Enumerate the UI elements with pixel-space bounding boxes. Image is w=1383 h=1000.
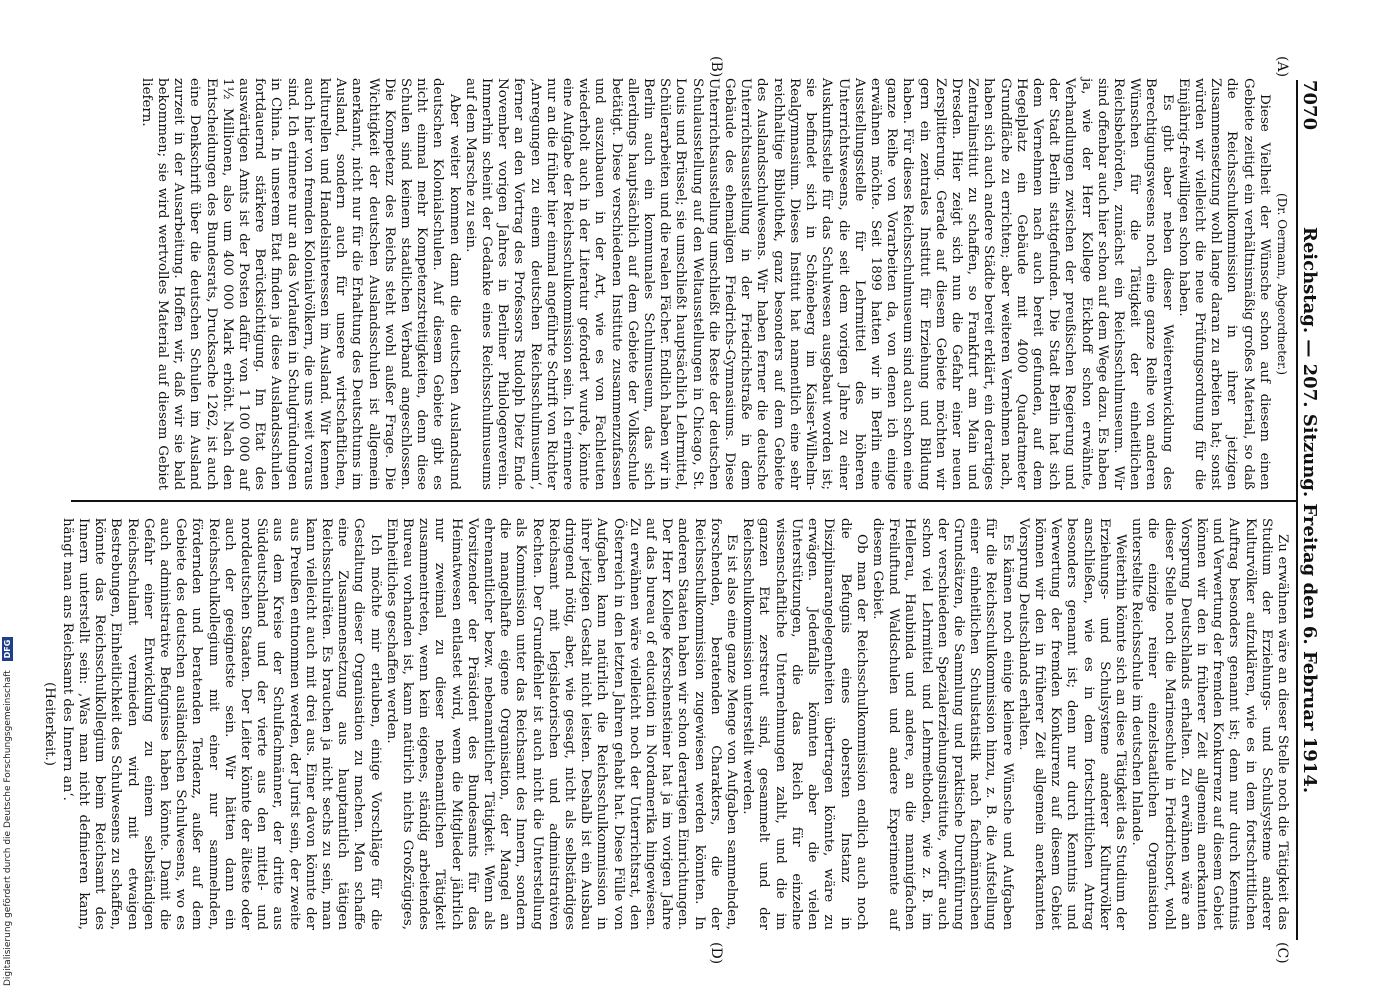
margin-marker-a: (A): [1274, 56, 1290, 78]
margin-marker-c: (C): [1274, 942, 1290, 964]
page-number: 7070: [1299, 80, 1320, 131]
page-header: [1296, 80, 1320, 940]
paragraph: Es gibt aber neben dieser Weiterentwicklung des Berechtigungswesens noch eine ganze Reihe von anderen Wünschen für die Tätigkeit der einheitlichen Reichsbehörden, zunächst ein Reichsschulmuseum. Wir sind offenbar auch hier schon auf dem Wege dazu. Es haben ja, wie der Herr Kollege Eickhoff schon erwähnte, Verhandlungen zwischen der preußischen Regierung und der Stadt Berlin stattgefunden. Die Stadt Berlin hat sich dem Vernehmen nach auch bereit gefunden, auf dem Hegelplatz ein Gebäude mit 4000 Quadratmeter Grundfläche zu errichten; aber weiteren Vernehmen nach, haben sich auch andere Städte bereit erklärt, ein derartiges Zentralinstitut zu schaffen, so Frankfurt am Main und Dresden. Hier zeigt sich nun die Gefahr einer neuen Zersplitterung. Gerade auf diesem Gebiete möchten wir gern ein zentrales Institut für Erziehung und Bildung haben. Für dieses Reichsschulmuseum sind auch schon eine ganze Reihe von Vorarbeiten da, von denen ich einige erwähnen möchte. Seit 1899 hatten wir in Berlin eine Ausstellungsstelle für Lehrmittel des höheren Unterrichtswesens, die seit dem vorigen Jahre zu einer Auskunftsstelle für das Schulwesen ausgebaut worden ist; sie befindet sich in Schöneberg im Kaiser-Wilhelm-Realgymnasium. Dieses Institut hat namentlich eine sehr reichhaltige Bibliothek, ganz besonders auf dem Gebiete des Auslandsschulwesens. Wir haben ferner die deutsche Unterrichtsausstellung in der Friedrichstraße in dem Gebäude des ehemaligen Friedrichs-Gymnasiums. Diese Unterrichtsausstellung umschließt die Reste der deutschen Schulausstellung auf den Weltausstellungen in Chicago, St. Louis und Brüssel; sie umschließt hauptsächlich Lehrmittel, Schülerarbeiten und die realen Fächer. Endlich haben wir in Berlin auch ein kommunales Schulmuseum, das sich allerdings hauptsächlich auf dem Gebiete der Volksschule betätigt. Diese verschiedenen Institute zusammenzufassen und auszubauen in der Art, wie es von Fachleuten wiederholt auch in der Literatur gefordert wurde, könnte eine Aufgabe der Reichsschulkommission sein. Ich erinnere nur an die früher hier einmal angeführte Schrift von Richter ‚Anregungen zu einem deutschen Reichsschulmuseum‘, ferner an den Vortrag des Professors Rudolph Dietz Ende November vorigen Jahres in Berliner Philologenverein. Immerhin scheint der Gedanke eines Reichsschulmuseums auf dem Marsche zu sein.: [462, 78, 1175, 490]
paragraph: Aber weiter kommen dann die deutschen Auslandsund deutschen Kolonialschulen. Auf diesem Gebiete gibt es nicht einmal mehr Kompetenzstreitigkeiten, denn diese Schulen sind keinem staatlichen Verband angeschlossen. Die Kompetenz des Reichs steht wohl außer Frage. Die Wichtigkeit der deutschen Auslandsschulen ist allgemein anerkannt, nicht nur für die Erhaltung des Deutschtums im Ausland, sondern auch für unsere wirtschaftlichen, kulturellen und Handelsinteressen im Ausland. Wir kennen auch hier von fremden Kolonialvölkern, die uns weit voraus sind. Ich erinnere nur an das Vorlaufen in Schulgründungen in China. In unserem Etat finden ja diese Auslandsschulen fortdauernd stärkere Berücksichtigung. Im Etat des auswärtigen Amts ist der Posten dafür von 1 100 000 auf 1½ Millionen, also um 400 000 Mark erhöht. Nach den Entscheidungen des Bundesrats, Drucksache 1262, ist auch eine Denkschrift über die deutschen Schulen im Ausland zurzeit in der Ausarbeitung. Hoffen wir, daß wir sie bald bekommen; sie wird wertvolles Material auf diesem Gebiet liefern.: [138, 78, 462, 490]
right-column: [41, 518, 1290, 930]
document-page: [41, 50, 1320, 970]
running-title: Reichstag. — 207. Sitzung. Freitag den 6. Februar 1914.: [1299, 226, 1320, 794]
interjection: (Heiterkeit.): [41, 682, 57, 766]
paragraph: Es ist also eine ganze Menge von Aufgaben sammelnden, forschenden, beratenden Charakters, die der Reichsschulkommission zugewiesen werden könnten. In anderen Staaten haben wir schon derartigen Einrichtungen. Der Herr Kollege Kerschensteiner hat ja im vorigen Jahre auf das bureau of education in Nordamerika hingewiesen. Zu erwähnen wäre vielleicht noch der Unterrichtsrat, den Österreich in den letzten Jahren gehabt hat. Diese Fülle von Aufgaben kann natürlich die Reichsschulkommission in ihrer jetzigen Gestalt nicht leisten. Deshalb ist ein Ausbau dringend nötig, aber, wie gesagt, nicht als selbständiges Reichsamt mit legislatorischen und administrativen Rechten. Der Grundfehler ist auch nicht die Unterstellung als Kommission unter das Reichsamt des Innern, sondern die mangelhafte eigene Organisation, der Mangel an ehrenamtlicher bezw. nebenamtlicher Tätigkeit. Wenn als Vorsitzender der Präsident des Bundesamts für das Heimatwesen entlastet wird, wenn die Mitglieder jährlich nur zweimal zu dieser nebenamtlichen Tätigkeit zusammentreten, wenn kein eigenes, ständig arbeitendes Bureau vorhanden ist, kann natürlich nichts Großzügiges, Einheitliches geschaffen werden.: [383, 518, 740, 930]
margin-marker-d: (D): [708, 942, 724, 965]
paragraph: Weiterhin könnte sich an diese Tätigkeit das Studium der Erziehungs- und Schulsysteme anderer Kulturvölker anschließen, wie es in dem fortschrittlichen Antrag besonders genannt ist; denn nur durch Kenntnis und Verwertung der fremden Konkurrenz auf diesem Gebiet können wir den in früherer Zeit allgemein anerkannten Vorsprung Deutschlands erhalten.: [1015, 518, 1128, 930]
dfg-logo: DFG: [2, 637, 13, 662]
digitization-credit: [2, 606, 16, 986]
paragraph: Es kämen noch einige kleinere Wünsche und Aufgaben für die Reichsschulkommission hinzu, z. B. die Aufstellung einer einheitlichen Schulstatistik nach fachmännischen Grundsätzen, die Sammlung und praktische Durchführung der verschiedenen Spezialerziehungsinstitute, wofür auch schon viel Lehrmittel und Lehrmethoden, wie z. B. im Hellerau, Haubinda und andere, an die mannigfachen Freiluftund Waldschulen und andere Experimente auf diesem Gebiet.: [869, 518, 1015, 930]
paragraph: Ob man der Reichsschulkommission endlich auch noch die Befugnis eines obersten Instanz in Disziplinarangelegenheiten übertragen könnte, wäre zu erwägen. Jedenfalls könnten aber die vielen Unterstützungen, die das Reich für einzelne wissenschaftliche Unternehmungen zahlt, und die im ganzen Etat zerstreut sind, gesammelt und der Reichsschulkommission unterstellt werden.: [740, 518, 869, 930]
paragraph: Zu erwähnen wäre an dieser Stelle noch die Tätigkeit das Studium der Erziehungs- und Schulsysteme anderer Kulturvölker aufzuklären, wie es in dem fortschrittlichen Auftrag besonders genannt ist; denn nur durch Kenntnis und Verwertung der fremden Konkurrenz auf diesem Gebiet können wir den in früherer Zeit allgemein anerkannten Vorsprung Deutschlands erhalten. Zu erwähnen wäre an dieser Stelle noch die Marineschule in Friedrichsort, wohl die einzige reiner einzelstaatlichen Organisation unterstellte Reichsschule im deutschen Inlande.: [1129, 518, 1290, 930]
paragraph: Diese Vielheit der Wünsche schon auf diesem einen Gebiete zeitigt ein verhältnismäßig großes Material, so daß die Reichsschulkommission in ihrer jetzigen Zusammensetzung wohl lange daran zu arbeiten hat; sonst würden wir vielleicht die neue Prüfungsordnung für die Einjährig-freiwilligen schon haben.: [1175, 78, 1272, 490]
left-column: [75, 78, 1290, 490]
column-divider: [71, 500, 1296, 502]
margin-marker-b: (B): [708, 56, 724, 78]
speaker-line: (Dr. Oermann, Abgeordneter.): [1275, 192, 1289, 376]
paragraph: Ich möchte mir erlauben, einige Vorschläge für die Gestaltung dieser Organisation zu machen. Man schaffe eine Zusammensetzung aus hauptamtlich tätigen Reichsschulräten. Es brauchen ja nicht sechs zu sein, man kann vielleicht auch mit drei aus. Einer davon könnte der aus Preußen entnommen werden, der Jurist sein, der zweite aus dem Kreise der Schulfachmänner, der dritte aus Süddeutschland und der vierte aus den mittel- und norddeutschen Staaten. Der Leiter könnte der älteste oder auch der geeignetste sein. Wir hätten dann ein Reichsschulkollegium mit einer nur sammelnden, fördernden und beratenden Tendenz, außer auf dem Gebiete des deutschen ausländischen Schulwesens, wo es auch administrative Befugnisse haben könnte. Damit die Gefahr einer Entwicklung zu einem selbständigen Reichsschulamt vermieden wird mit etwaigen Bestrebungen, Einheitlichkeit des Schulwesens zu schaffen, könnte das Reichsschulkollegium beim Reichsamt des Innern unterstellt sein: ‚Was man nicht definieren kann, hängt man ans Reichsamt des Innern an‘.: [59, 518, 383, 930]
credit-text: Digitalisierung gefördert durch die Deutsche Forschungsgemeinschaft: [3, 670, 13, 986]
